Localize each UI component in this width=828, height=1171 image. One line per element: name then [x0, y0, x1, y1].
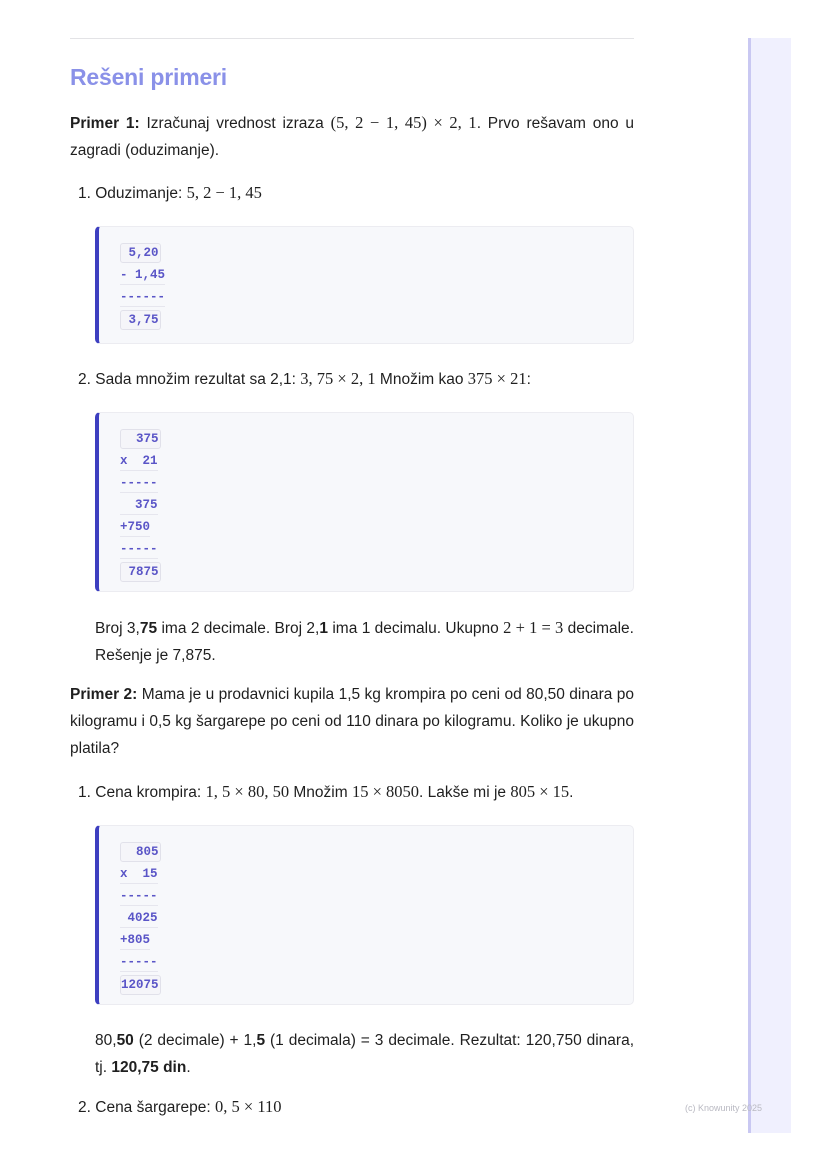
- page-side-margin: [748, 38, 791, 1133]
- example-1-label: Primer 1:: [70, 115, 140, 132]
- code-line: 4025: [120, 909, 158, 928]
- example-1-explanation: Broj 3,75 ima 2 decimale. Broj 2,1 ima 1 decimalu. Ukupno 2 + 1 = 3 decimale. Rešenje je 7,875.: [95, 618, 634, 664]
- code-line: 805: [120, 842, 161, 862]
- math-expression: 2 + 1 = 3: [503, 618, 564, 637]
- code-line: - 1,45: [120, 266, 165, 285]
- code-line: -----: [120, 887, 158, 906]
- code-line: 3,75: [120, 310, 161, 330]
- divider: [70, 38, 634, 39]
- example-2-step-2: 2. Cena šargarepe: 0, 5 × 110: [78, 1097, 282, 1116]
- math-expression: 5, 2 − 1, 45: [186, 183, 262, 202]
- code-line: x 21: [120, 452, 158, 471]
- code-line: +805: [120, 931, 150, 950]
- code-line: x 15: [120, 865, 158, 884]
- code-block-multiplication-1: [95, 412, 634, 592]
- math-expression: 805 × 15: [510, 782, 570, 801]
- code-line: ------: [120, 288, 165, 307]
- example-2-step-1: 1. Cena krompira: 1, 5 × 80, 50 Množim 15 × 8050. Lakše mi je 805 × 15.: [78, 782, 574, 801]
- copyright-footer: (c) Knowunity 2025: [685, 1103, 763, 1113]
- code-block-subtraction: [95, 226, 634, 344]
- example-2-explanation: 80,50 (2 decimale) + 1,5 (1 decimala) = 3 decimale. Rezultat: 120,750 dinara, tj. 120,75 din.: [95, 1032, 634, 1076]
- math-expression: 375 × 21: [467, 369, 527, 388]
- code-line: 5,20: [120, 243, 161, 263]
- section-title: Rešeni primeri: [70, 64, 227, 90]
- code-line: -----: [120, 953, 158, 972]
- code-block-multiplication-2: [95, 825, 634, 1005]
- code-line: 7875: [120, 562, 161, 582]
- code-line: -----: [120, 540, 158, 559]
- math-expression: 0, 5 × 110: [215, 1097, 282, 1116]
- math-expression: (5, 2 − 1, 45) × 2, 1: [330, 113, 477, 132]
- example-2-intro: Primer 2: Mama je u prodavnici kupila 1,5 kg krompira po ceni od 80,50 dinara po kilogramu i 0,5 kg šargarepe po ceni od 110 dinara po kilogramu. Koliko je ukupno platila?: [70, 686, 634, 757]
- example-1-step-2: 2. Sada množim rezultat sa 2,1: 3, 75 × 2, 1 Množim kao 375 × 21:: [78, 369, 531, 388]
- math-expression: 15 × 8050: [351, 782, 420, 801]
- example-2-label: Primer 2:: [70, 686, 138, 703]
- code-line: +750: [120, 518, 150, 537]
- math-expression: 1, 5 × 80, 50: [205, 782, 290, 801]
- code-line: 12075: [120, 975, 161, 995]
- code-line: 375: [120, 496, 158, 515]
- math-expression: 3, 75 × 2, 1: [300, 369, 376, 388]
- code-line: -----: [120, 474, 158, 493]
- code-line: 375: [120, 429, 161, 449]
- example-1-step-1: 1. Oduzimanje: 5, 2 − 1, 45: [78, 183, 262, 202]
- example-1-intro: Primer 1: Izračunaj vrednost izraza (5, 2 − 1, 45) × 2, 1. Prvo rešavam ono u zagradi (oduzimanje).: [70, 113, 634, 159]
